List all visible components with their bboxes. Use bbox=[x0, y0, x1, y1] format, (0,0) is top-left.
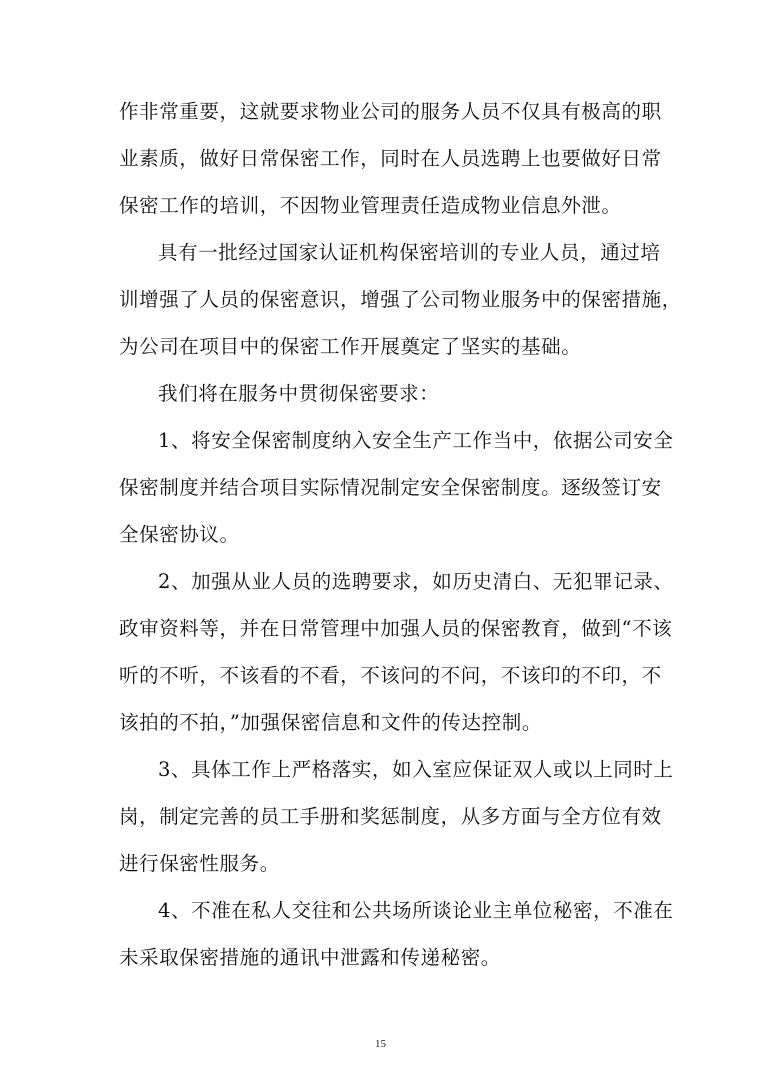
paragraph bbox=[119, 229, 682, 370]
text-line: 业素质，做好日常保密工作，同时在人员选聘上也要做好日常 bbox=[119, 147, 662, 170]
text-line: 保密工作的培训，不因物业管理责任造成物业信息外泄。 bbox=[119, 194, 622, 217]
paragraph bbox=[119, 417, 674, 558]
text-line: 全保密协议。 bbox=[119, 523, 240, 546]
paragraph bbox=[119, 746, 674, 887]
text-line: 具有一批经过国家认证机构保密培训的专业人员，通过培 bbox=[158, 241, 661, 264]
page-number: 15 bbox=[375, 1038, 386, 1050]
text-line: 作非常重要，这就要求物业公司的服务人员不仅具有极高的职 bbox=[119, 100, 662, 123]
document-body bbox=[119, 88, 682, 981]
text-line: 4、不准在私人交往和公共场所谈论业主单位秘密，不准在 bbox=[158, 899, 674, 922]
text-line: 未采取保密措施的通讯中泄露和传递秘密。 bbox=[119, 946, 501, 969]
text-line: 岗，制定完善的员工手册和奖惩制度，从多方面与全方位有效 bbox=[119, 805, 662, 828]
text-line: 2、加强从业人员的选聘要求，如历史清白、无犯罪记录、 bbox=[158, 570, 674, 593]
text-line: 保密制度并结合项目实际情况制定安全保密制度。逐级签订安 bbox=[119, 476, 662, 499]
text-line: 进行保密性服务。 bbox=[119, 852, 280, 875]
paragraph bbox=[119, 88, 662, 229]
text-line: 训增强了人员的保密意识，增强了公司物业服务中的保密措施， bbox=[119, 288, 682, 311]
paragraph bbox=[119, 887, 674, 981]
text-line: 为公司在项目中的保密工作开展奠定了坚实的基础。 bbox=[119, 335, 582, 358]
text-line: 我们将在服务中贯彻保密要求： bbox=[158, 382, 440, 405]
paragraph bbox=[119, 558, 674, 746]
text-line: 听的不听，不该看的不看，不该问的不问，不该印的不印，不 bbox=[119, 664, 662, 687]
text-line: 政审资料等，并在日常管理中加强人员的保密教育，做到“不该 bbox=[119, 617, 673, 640]
paragraph bbox=[119, 370, 639, 417]
text-line: 3、具体工作上严格落实，如入室应保证双人或以上同时上 bbox=[158, 758, 674, 781]
text-line: 1、将安全保密制度纳入安全生产工作当中，依据公司安全 bbox=[158, 429, 674, 452]
text-line: 该拍的不拍，”加强保密信息和文件的传达控制。 bbox=[119, 711, 542, 734]
